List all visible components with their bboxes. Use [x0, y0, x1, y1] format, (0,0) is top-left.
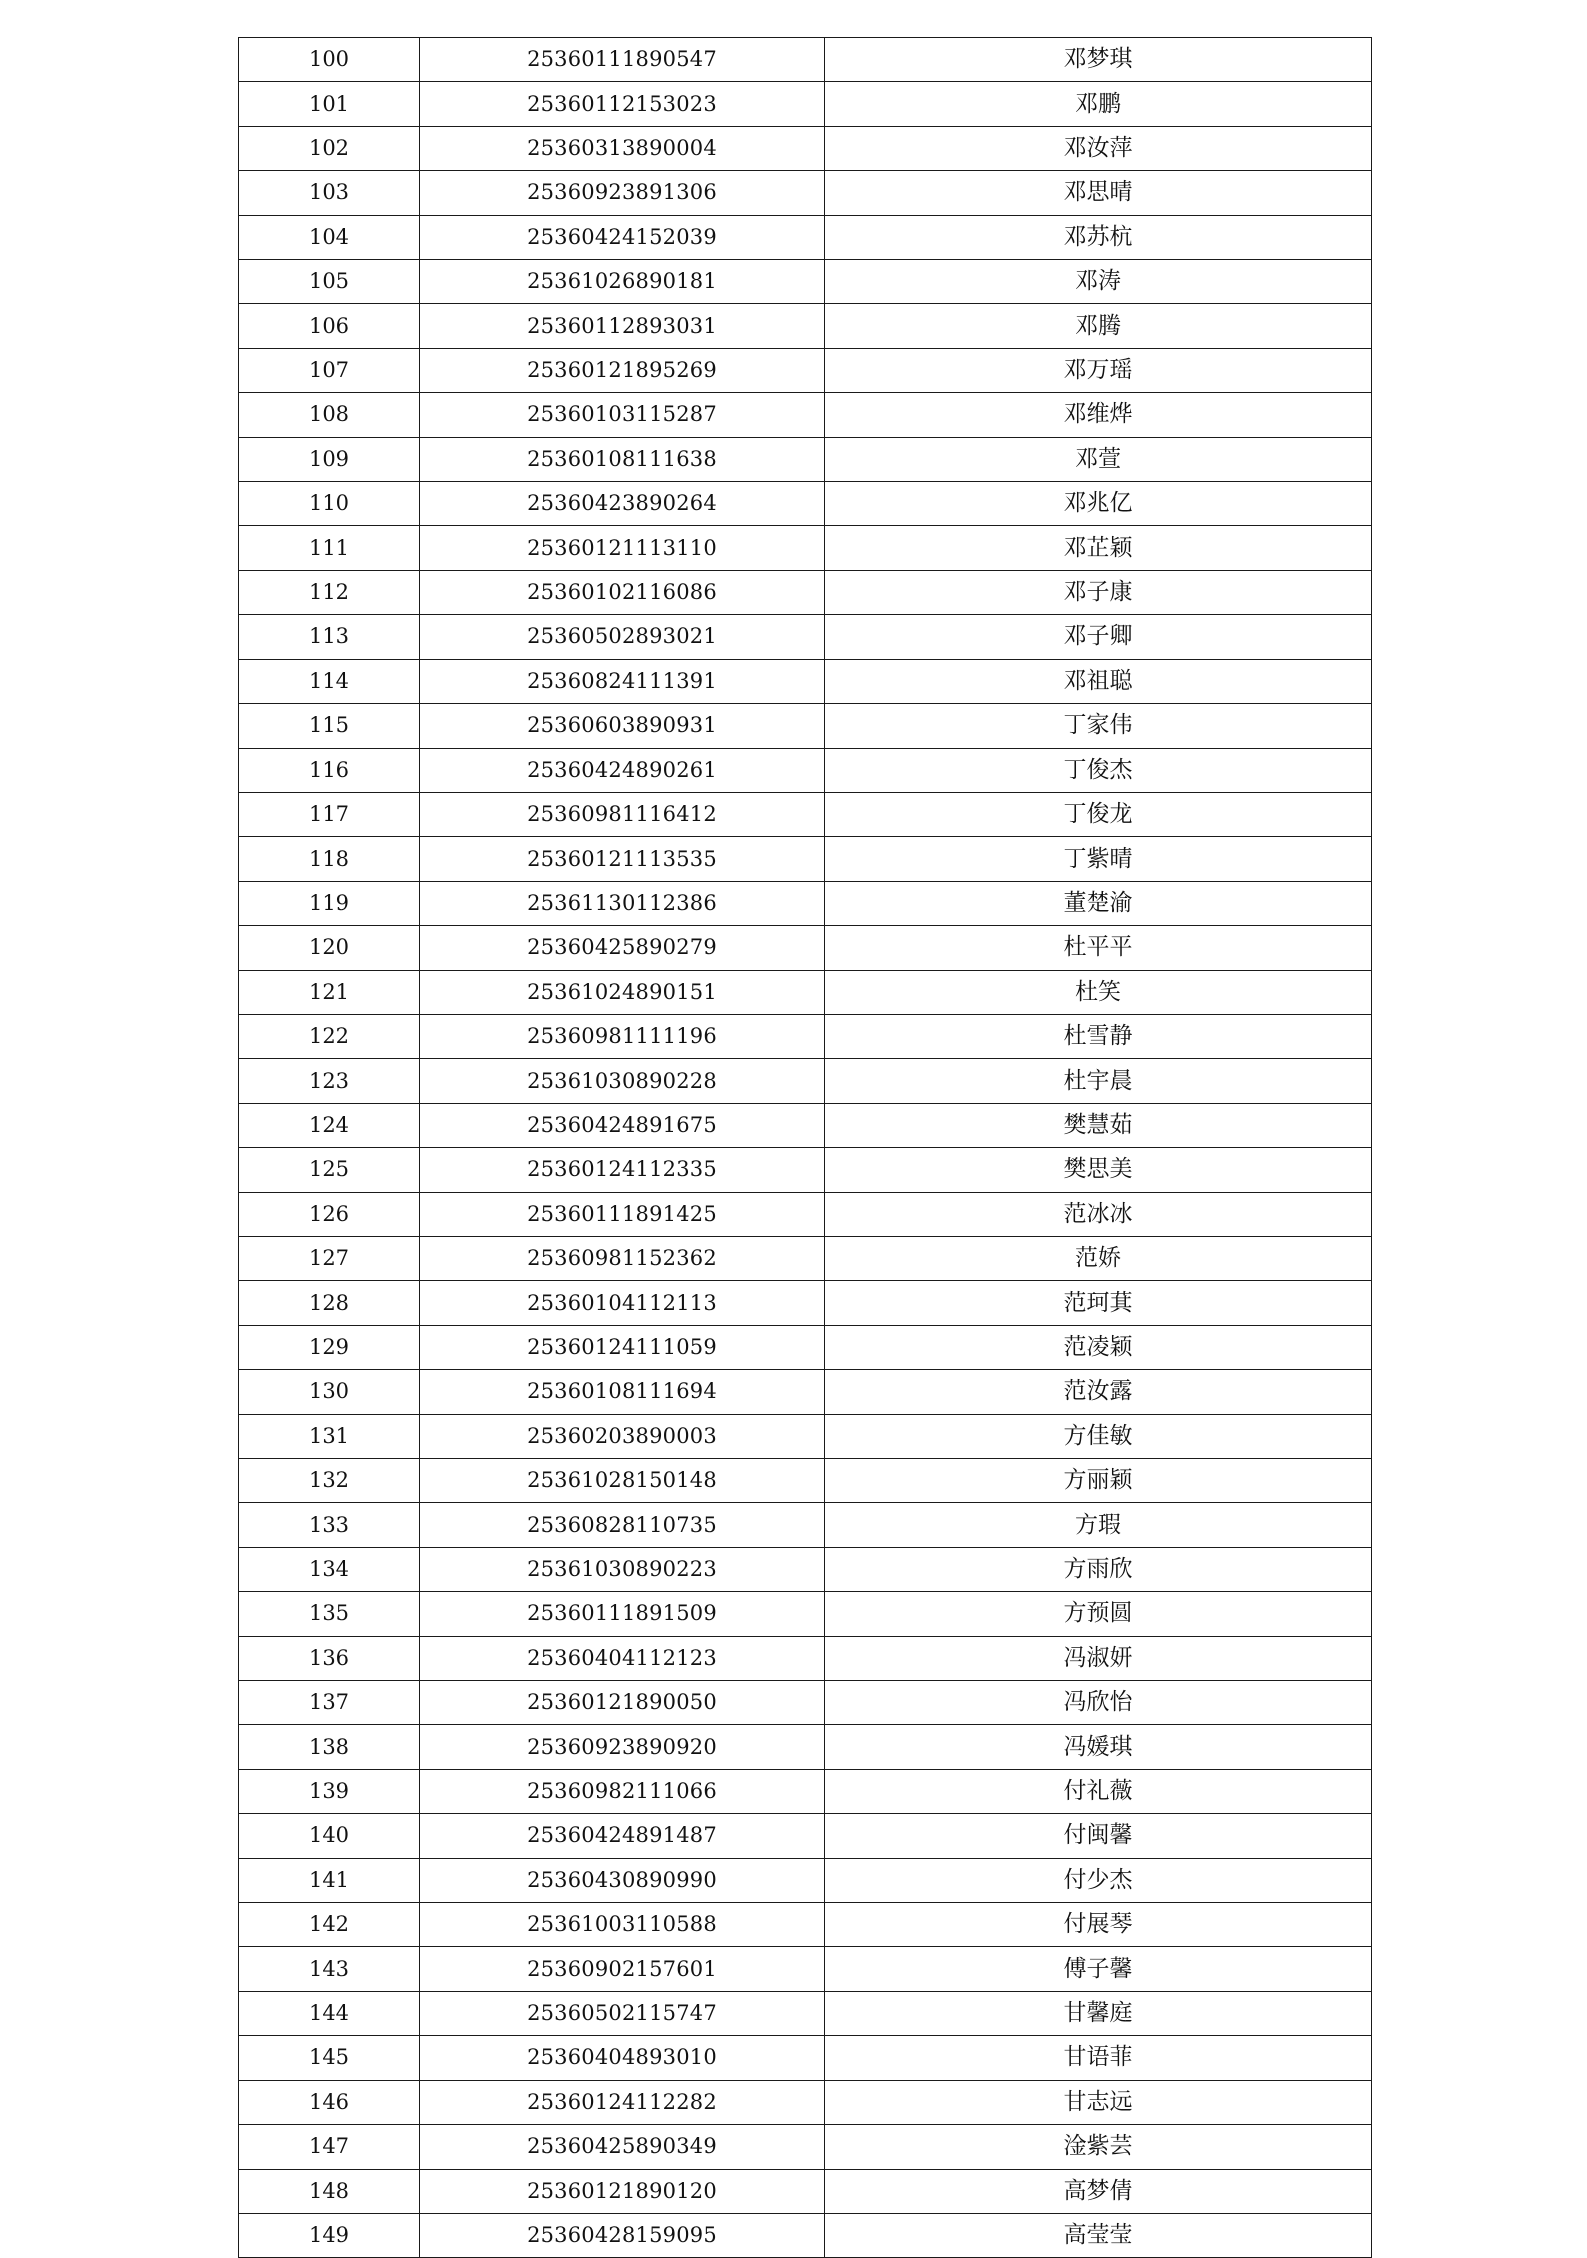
table-row — [239, 1681, 1372, 1725]
table-row — [239, 748, 1372, 792]
table-row — [239, 1947, 1372, 1991]
sequence-number-cell: 122 — [239, 1014, 420, 1058]
student-name-cell: 丁紫晴 — [825, 837, 1372, 881]
student-name-cell: 杜笑 — [825, 970, 1372, 1014]
exam-id-cell: 25360424891675 — [420, 1103, 825, 1147]
table-row — [239, 1325, 1372, 1369]
sequence-number-cell: 133 — [239, 1503, 420, 1547]
table-row — [239, 393, 1372, 437]
exam-id-cell: 25361003110588 — [420, 1903, 825, 1947]
sequence-number-cell: 127 — [239, 1236, 420, 1280]
exam-id-cell: 25360902157601 — [420, 1947, 825, 1991]
student-name-cell: 高莹莹 — [825, 2213, 1372, 2257]
table-row — [239, 1991, 1372, 2035]
table-row — [239, 1725, 1372, 1769]
exam-id-cell: 25360425890349 — [420, 2125, 825, 2169]
student-name-cell: 邓梦琪 — [825, 38, 1372, 82]
exam-id-cell: 25360603890931 — [420, 704, 825, 748]
student-name-cell: 邓子康 — [825, 570, 1372, 614]
exam-id-cell: 25360111891425 — [420, 1192, 825, 1236]
sequence-number-cell: 101 — [239, 82, 420, 126]
sequence-number-cell: 111 — [239, 526, 420, 570]
table-row — [239, 1547, 1372, 1591]
student-name-cell: 邓涛 — [825, 260, 1372, 304]
table-row — [239, 1414, 1372, 1458]
sequence-number-cell: 134 — [239, 1547, 420, 1591]
student-name-cell: 范汝露 — [825, 1370, 1372, 1414]
student-name-cell: 邓维烨 — [825, 393, 1372, 437]
student-name-cell: 甘馨庭 — [825, 1991, 1372, 2035]
exam-id-cell: 25360102116086 — [420, 570, 825, 614]
exam-id-cell: 25360124111059 — [420, 1325, 825, 1369]
student-name-cell: 淦紫芸 — [825, 2125, 1372, 2169]
student-name-cell: 付少杰 — [825, 1858, 1372, 1902]
sequence-number-cell: 114 — [239, 659, 420, 703]
table-row — [239, 1236, 1372, 1280]
roster-table-body — [239, 38, 1372, 2258]
sequence-number-cell: 142 — [239, 1903, 420, 1947]
exam-id-cell: 25360111891509 — [420, 1592, 825, 1636]
sequence-number-cell: 136 — [239, 1636, 420, 1680]
student-name-cell: 樊慧茹 — [825, 1103, 1372, 1147]
student-name-cell: 甘志远 — [825, 2080, 1372, 2124]
sequence-number-cell: 132 — [239, 1459, 420, 1503]
sequence-number-cell: 144 — [239, 1991, 420, 2035]
exam-id-cell: 25360124112335 — [420, 1148, 825, 1192]
table-row — [239, 615, 1372, 659]
document-page — [238, 37, 1371, 2249]
sequence-number-cell: 138 — [239, 1725, 420, 1769]
student-name-cell: 邓鹏 — [825, 82, 1372, 126]
table-row — [239, 1903, 1372, 1947]
exam-id-cell: 25360111890547 — [420, 38, 825, 82]
exam-id-cell: 25360502893021 — [420, 615, 825, 659]
table-row — [239, 1459, 1372, 1503]
sequence-number-cell: 121 — [239, 970, 420, 1014]
sequence-number-cell: 147 — [239, 2125, 420, 2169]
table-row — [239, 171, 1372, 215]
sequence-number-cell: 128 — [239, 1281, 420, 1325]
sequence-number-cell: 108 — [239, 393, 420, 437]
student-name-cell: 甘语菲 — [825, 2036, 1372, 2080]
table-row — [239, 1814, 1372, 1858]
exam-id-cell: 25360923891306 — [420, 171, 825, 215]
student-name-cell: 范珂萁 — [825, 1281, 1372, 1325]
student-name-cell: 冯媛琪 — [825, 1725, 1372, 1769]
student-name-cell: 邓祖聪 — [825, 659, 1372, 703]
sequence-number-cell: 129 — [239, 1325, 420, 1369]
table-row — [239, 2080, 1372, 2124]
sequence-number-cell: 116 — [239, 748, 420, 792]
student-name-cell: 冯淑妍 — [825, 1636, 1372, 1680]
sequence-number-cell: 125 — [239, 1148, 420, 1192]
student-name-cell: 邓汝萍 — [825, 126, 1372, 170]
table-row — [239, 1769, 1372, 1813]
exam-id-cell: 25360404112123 — [420, 1636, 825, 1680]
sequence-number-cell: 119 — [239, 881, 420, 925]
student-name-cell: 邓兆亿 — [825, 482, 1372, 526]
student-name-cell: 樊思美 — [825, 1148, 1372, 1192]
exam-id-cell: 25361028150148 — [420, 1459, 825, 1503]
table-row — [239, 837, 1372, 881]
table-row — [239, 881, 1372, 925]
student-name-cell: 付展琴 — [825, 1903, 1372, 1947]
table-row — [239, 437, 1372, 481]
table-row — [239, 348, 1372, 392]
student-name-cell: 邓苏杭 — [825, 215, 1372, 259]
student-name-cell: 丁俊杰 — [825, 748, 1372, 792]
table-row — [239, 126, 1372, 170]
table-row — [239, 2169, 1372, 2213]
exam-id-cell: 25360104112113 — [420, 1281, 825, 1325]
exam-id-cell: 25360112893031 — [420, 304, 825, 348]
exam-id-cell: 25360203890003 — [420, 1414, 825, 1458]
student-name-cell: 丁俊龙 — [825, 792, 1372, 836]
table-row — [239, 1503, 1372, 1547]
exam-id-cell: 25360425890279 — [420, 926, 825, 970]
sequence-number-cell: 149 — [239, 2213, 420, 2257]
sequence-number-cell: 126 — [239, 1192, 420, 1236]
exam-id-cell: 25360108111694 — [420, 1370, 825, 1414]
table-row — [239, 482, 1372, 526]
sequence-number-cell: 103 — [239, 171, 420, 215]
sequence-number-cell: 130 — [239, 1370, 420, 1414]
student-name-cell: 方佳敏 — [825, 1414, 1372, 1458]
exam-id-cell: 25360502115747 — [420, 1991, 825, 2035]
sequence-number-cell: 105 — [239, 260, 420, 304]
sequence-number-cell: 145 — [239, 2036, 420, 2080]
exam-id-cell: 25360124112282 — [420, 2080, 825, 2124]
student-name-cell: 高梦倩 — [825, 2169, 1372, 2213]
student-name-cell: 方雨欣 — [825, 1547, 1372, 1591]
sequence-number-cell: 139 — [239, 1769, 420, 1813]
sequence-number-cell: 106 — [239, 304, 420, 348]
exam-id-cell: 25360424152039 — [420, 215, 825, 259]
table-row — [239, 792, 1372, 836]
sequence-number-cell: 100 — [239, 38, 420, 82]
student-name-cell: 邓万瑶 — [825, 348, 1372, 392]
table-row — [239, 926, 1372, 970]
table-row — [239, 659, 1372, 703]
sequence-number-cell: 109 — [239, 437, 420, 481]
student-name-cell: 邓思晴 — [825, 171, 1372, 215]
student-name-cell: 付礼薇 — [825, 1769, 1372, 1813]
sequence-number-cell: 102 — [239, 126, 420, 170]
exam-id-cell: 25360313890004 — [420, 126, 825, 170]
exam-id-cell: 25360108111638 — [420, 437, 825, 481]
table-row — [239, 526, 1372, 570]
exam-id-cell: 25360423890264 — [420, 482, 825, 526]
exam-id-cell: 25360112153023 — [420, 82, 825, 126]
exam-id-cell: 25361024890151 — [420, 970, 825, 1014]
exam-id-cell: 25360430890990 — [420, 1858, 825, 1902]
exam-id-cell: 25360121113535 — [420, 837, 825, 881]
sequence-number-cell: 141 — [239, 1858, 420, 1902]
table-row — [239, 1192, 1372, 1236]
student-name-cell: 杜宇晨 — [825, 1059, 1372, 1103]
exam-id-cell: 25360121890120 — [420, 2169, 825, 2213]
table-row — [239, 215, 1372, 259]
student-name-cell: 方预圆 — [825, 1592, 1372, 1636]
student-name-cell: 傅子馨 — [825, 1947, 1372, 1991]
table-row — [239, 570, 1372, 614]
sequence-number-cell: 113 — [239, 615, 420, 659]
sequence-number-cell: 107 — [239, 348, 420, 392]
table-row — [239, 1370, 1372, 1414]
table-row — [239, 1858, 1372, 1902]
exam-id-cell: 25361030890223 — [420, 1547, 825, 1591]
sequence-number-cell: 146 — [239, 2080, 420, 2124]
student-name-cell: 冯欣怡 — [825, 1681, 1372, 1725]
student-name-cell: 邓腾 — [825, 304, 1372, 348]
sequence-number-cell: 135 — [239, 1592, 420, 1636]
student-name-cell: 邓萱 — [825, 437, 1372, 481]
exam-id-cell: 25361130112386 — [420, 881, 825, 925]
student-name-cell: 丁家伟 — [825, 704, 1372, 748]
sequence-number-cell: 115 — [239, 704, 420, 748]
student-name-cell: 方丽颖 — [825, 1459, 1372, 1503]
roster-table — [238, 37, 1372, 2258]
table-row — [239, 1281, 1372, 1325]
table-row — [239, 82, 1372, 126]
exam-id-cell: 25360424891487 — [420, 1814, 825, 1858]
student-name-cell: 范冰冰 — [825, 1192, 1372, 1236]
sequence-number-cell: 112 — [239, 570, 420, 614]
table-row — [239, 38, 1372, 82]
exam-id-cell: 25360981152362 — [420, 1236, 825, 1280]
exam-id-cell: 25360121895269 — [420, 348, 825, 392]
table-row — [239, 1592, 1372, 1636]
table-row — [239, 1148, 1372, 1192]
student-name-cell: 邓子卿 — [825, 615, 1372, 659]
exam-id-cell: 25360404893010 — [420, 2036, 825, 2080]
exam-id-cell: 25360103115287 — [420, 393, 825, 437]
exam-id-cell: 25360121113110 — [420, 526, 825, 570]
sequence-number-cell: 123 — [239, 1059, 420, 1103]
table-row — [239, 2036, 1372, 2080]
exam-id-cell: 25360828110735 — [420, 1503, 825, 1547]
exam-id-cell: 25360428159095 — [420, 2213, 825, 2257]
table-row — [239, 304, 1372, 348]
exam-id-cell: 25360424890261 — [420, 748, 825, 792]
sequence-number-cell: 148 — [239, 2169, 420, 2213]
exam-id-cell: 25360121890050 — [420, 1681, 825, 1725]
table-row — [239, 970, 1372, 1014]
exam-id-cell: 25360981111196 — [420, 1014, 825, 1058]
exam-id-cell: 25361026890181 — [420, 260, 825, 304]
sequence-number-cell: 110 — [239, 482, 420, 526]
sequence-number-cell: 137 — [239, 1681, 420, 1725]
exam-id-cell: 25360981116412 — [420, 792, 825, 836]
student-name-cell: 董楚渝 — [825, 881, 1372, 925]
sequence-number-cell: 104 — [239, 215, 420, 259]
exam-id-cell: 25360923890920 — [420, 1725, 825, 1769]
sequence-number-cell: 131 — [239, 1414, 420, 1458]
student-name-cell: 杜平平 — [825, 926, 1372, 970]
table-row — [239, 2213, 1372, 2257]
exam-id-cell: 25361030890228 — [420, 1059, 825, 1103]
student-name-cell: 杜雪静 — [825, 1014, 1372, 1058]
table-row — [239, 1059, 1372, 1103]
table-row — [239, 1014, 1372, 1058]
sequence-number-cell: 120 — [239, 926, 420, 970]
student-name-cell: 范凌颖 — [825, 1325, 1372, 1369]
sequence-number-cell: 140 — [239, 1814, 420, 1858]
table-row — [239, 260, 1372, 304]
exam-id-cell: 25360824111391 — [420, 659, 825, 703]
table-row — [239, 704, 1372, 748]
sequence-number-cell: 124 — [239, 1103, 420, 1147]
student-name-cell: 范娇 — [825, 1236, 1372, 1280]
table-row — [239, 1103, 1372, 1147]
exam-id-cell: 25360982111066 — [420, 1769, 825, 1813]
sequence-number-cell: 117 — [239, 792, 420, 836]
sequence-number-cell: 143 — [239, 1947, 420, 1991]
sequence-number-cell: 118 — [239, 837, 420, 881]
student-name-cell: 邓芷颖 — [825, 526, 1372, 570]
table-row — [239, 1636, 1372, 1680]
table-row — [239, 2125, 1372, 2169]
student-name-cell: 付闽馨 — [825, 1814, 1372, 1858]
student-name-cell: 方瑕 — [825, 1503, 1372, 1547]
